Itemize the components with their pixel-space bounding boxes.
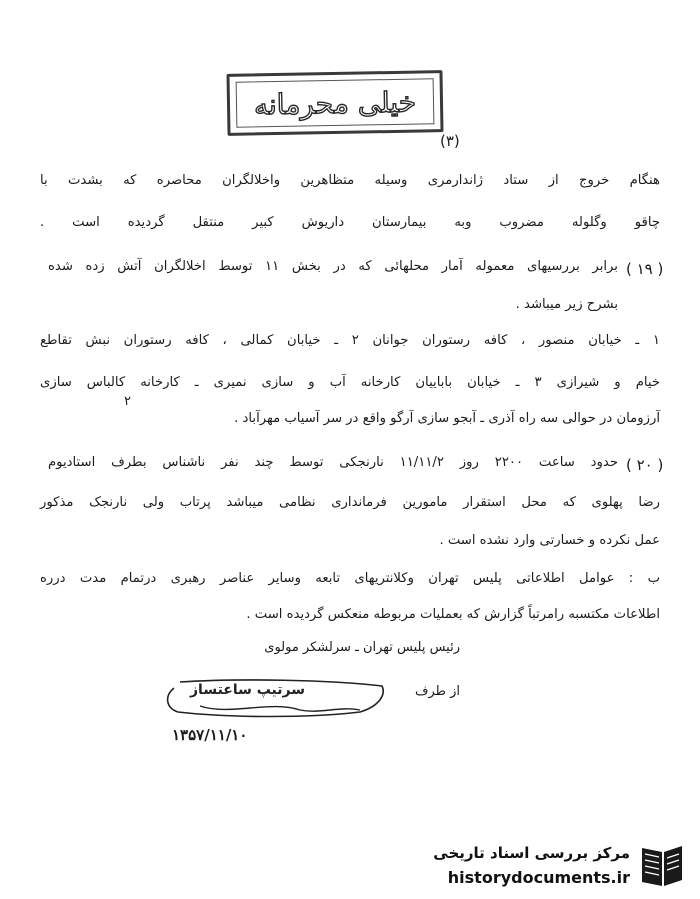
signature-block <box>160 630 460 760</box>
book-icon <box>636 842 686 890</box>
body-line-6: خیام و شیرازی ۳ ـ خیابان باباییان کارخانه آب و سازی نمیری ـ کارخانه کالباس سازی <box>40 375 661 390</box>
body-line-10: عمل نکرده و خسارتی وارد نشده است . <box>439 533 660 548</box>
body-line-11: ب : عوامل اطلاعاتی پلیس تهران وکلانتریهای تابعه وسایر عناصر رهبری درتمام مدت درره <box>40 571 660 586</box>
signature-stamp <box>160 676 388 720</box>
body-line-7: آرزومان در حوالی سه راه آذری ـ آبجو سازی آرگو واقع در سر آسیاب مهرآباد . <box>234 411 660 426</box>
archive-url: historydocuments.ir <box>447 868 630 887</box>
superscript-number: ۲ <box>124 394 131 409</box>
item-number-19: ( ۱۹ ) <box>626 260 664 278</box>
body-line-9: رضا پهلوی که محل استقرار مامورین فرمانداری نظامی میباشد پرتاب ولی نارنجک مذکور <box>40 495 660 510</box>
body-line-12: اطلاعات مکتسبه رامرتباً گزارش که بعملیات مربوطه منعکس گردیده است . <box>246 607 660 622</box>
body-line-8: حدود ساعت ۲۲۰۰ روز ۱۱/۱۱/۲ نارنجکی توسط چند نفر ناشناس بطرف استادیوم <box>48 455 618 470</box>
archive-title: مرکز بررسی اسناد تاریخی <box>433 844 630 862</box>
body-line-4: بشرح زیر میباشد . <box>515 297 618 312</box>
item-number-20: ( ۲۰ ) <box>626 456 664 474</box>
body-line-2: چاقو وگلوله مضروب وبه بیمارستان داریوش کبیر منتقل گردیده است . <box>40 215 660 230</box>
stamp-text: خیلی محرمانه <box>236 78 435 127</box>
archive-logo <box>412 838 692 894</box>
signature-prefix: از طرف <box>414 684 460 699</box>
signatory-title: سرتیپ ساعتساز <box>190 682 306 698</box>
classification-stamp <box>226 70 443 136</box>
document-date: ۱۳۵۷/۱۱/۱۰ <box>172 726 248 744</box>
signatory-name: رئیس پلیس تهران ـ سرلشکر مولوی <box>264 640 460 655</box>
page-number: (۳) <box>440 132 460 150</box>
body-line-1: هنگام خروج از ستاد ژاندارمری وسیله متظاهرین واخلالگران محاصره که بشدت با <box>40 173 660 188</box>
body-line-5: ۱ ـ خیابان منصور ، کافه رستوران جوانان ۲ ـ خیابان کمالی ، کافه رستوران نبش تقاطع <box>40 333 661 348</box>
body-line-3: برابر بررسیهای معموله آمار محلهائی که در بخش ۱۱ توسط اخلالگران آتش زده شده <box>48 259 618 274</box>
